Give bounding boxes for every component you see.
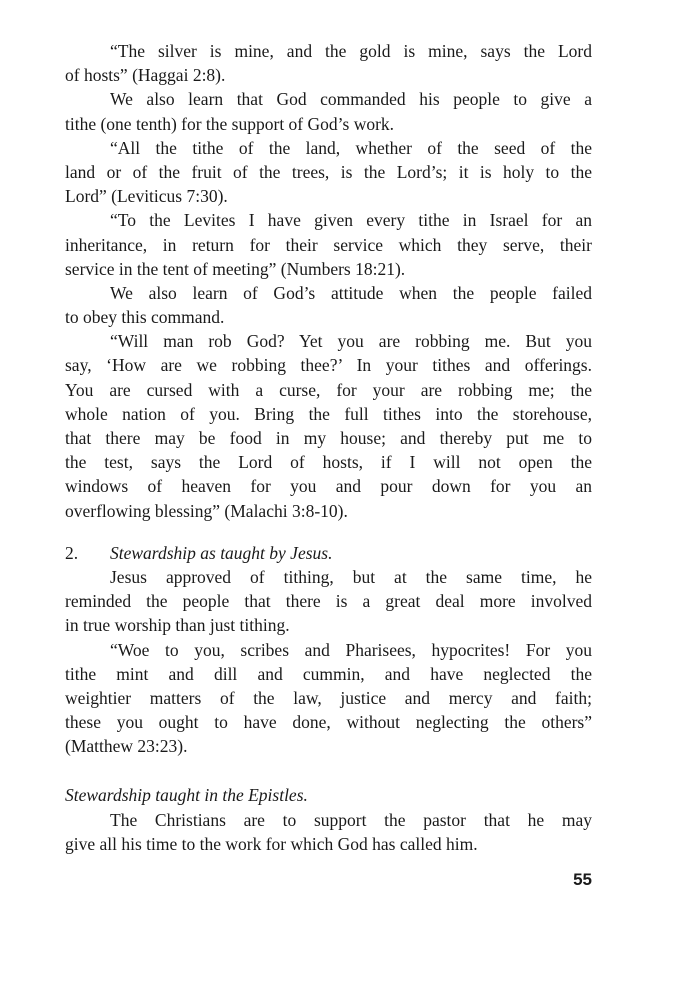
- section-number: 2.: [65, 542, 79, 563]
- text-line: in true worship than just tithing.: [65, 615, 290, 636]
- paragraph: [65, 281, 592, 329]
- paragraph: [65, 565, 592, 638]
- text-line: (Matthew 23:23).: [65, 736, 188, 757]
- text-line: the test, says the Lord of hosts, if I will not open the: [65, 452, 592, 473]
- text-line: “Will man rob God? Yet you are robbing me. But you: [110, 331, 592, 352]
- text-line: inheritance, in return for their service which they serve, their: [65, 234, 592, 255]
- text-line: You are cursed with a curse, for your are robbing me; the: [65, 379, 592, 400]
- text-line: these you ought to have done, without neglecting the others”: [65, 712, 592, 733]
- text-line: The Christians are to support the pastor that he may: [110, 809, 592, 830]
- text-line: tithe (one tenth) for the support of God’s work.: [65, 113, 395, 134]
- paragraph: [65, 329, 592, 523]
- text-line: that there may be food in my house; and thereby put me to: [65, 428, 592, 448]
- text-line: Lord” (Leviticus 7:30).: [65, 186, 228, 207]
- text-line: service in the tent of meeting” (Numbers 18:21).: [65, 258, 406, 279]
- paragraph: [65, 136, 592, 209]
- paragraph: [65, 39, 592, 87]
- paragraph: [65, 808, 592, 856]
- text-line: reminded the people that there is a great deal more involved: [65, 591, 592, 612]
- text-line: Stewardship taught in the Epistles.: [65, 785, 308, 806]
- text-line: weightier matters of the law, justice and mercy and faith;: [65, 687, 592, 708]
- heading-line: [65, 541, 592, 565]
- text-line: We also learn of God’s attitude when the people failed: [110, 282, 592, 303]
- text-line: overflowing blessing” (Malachi 3:8-10).: [65, 500, 348, 521]
- page-body: [65, 39, 592, 856]
- paragraph: [65, 208, 592, 281]
- text-line: tithe mint and dill and cummin, and have neglected the: [65, 663, 592, 684]
- text-line: windows of heaven for you and pour down for you an: [65, 476, 592, 497]
- text-line: land or of the fruit of the trees, is the Lord’s; it is holy to the: [65, 161, 592, 182]
- paragraph: [65, 87, 592, 135]
- section-heading: [65, 783, 592, 807]
- text-line: “The silver is mine, and the gold is mine, says the Lord: [110, 41, 592, 61]
- text-line: We also learn that God commanded his people to give a: [110, 89, 592, 110]
- text-line: “To the Levites I have given every tithe in Israel for an: [110, 210, 592, 231]
- page-number: 55: [573, 870, 592, 889]
- text-line: of hosts” (Haggai 2:8).: [65, 65, 226, 86]
- text-line: whole nation of you. Bring the full tithes into the storehouse,: [65, 403, 592, 424]
- text-line: “All the tithe of the land, whether of the seed of the: [110, 137, 592, 158]
- text-line: Jesus approved of tithing, but at the same time, he: [110, 566, 592, 587]
- text-line: to obey this command.: [65, 307, 225, 328]
- heading-text: Stewardship as taught by Jesus.: [110, 542, 333, 563]
- text-line: give all his time to the work for which God has called him.: [65, 833, 478, 854]
- text-line: say, ‘How are we robbing thee?’ In your tithes and offerings.: [65, 355, 592, 376]
- section-heading: [65, 541, 592, 565]
- text-line: “Woe to you, scribes and Pharisees, hypocrites! For you: [110, 639, 592, 660]
- paragraph: [65, 638, 592, 759]
